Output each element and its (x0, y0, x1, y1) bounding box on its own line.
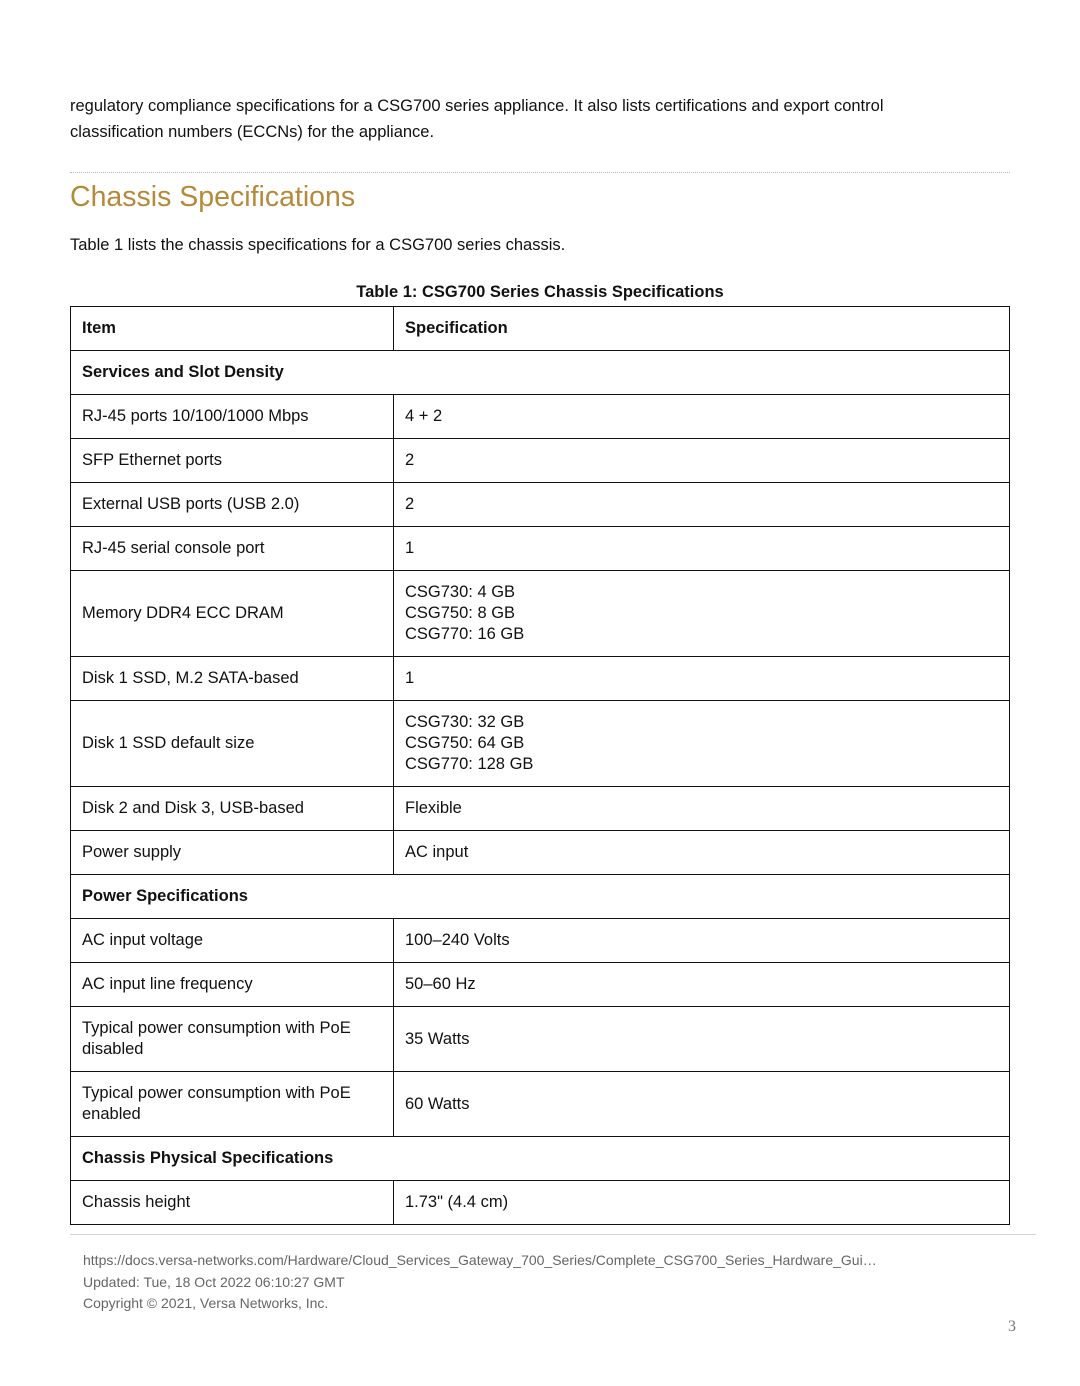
row-item: Typical power consumption with PoE disabled (71, 1007, 394, 1072)
row-spec: 1 (394, 527, 1010, 571)
row-spec: 50–60 Hz (394, 963, 1010, 1007)
spec-line: CSG770: 16 GB (405, 625, 525, 643)
row-item: RJ-45 serial console port (71, 527, 394, 571)
footer-url: https://docs.versa-networks.com/Hardware/Cloud_Services_Gateway_700_Series/Complete_CSG700_Series_Hardware_Gui… (83, 1252, 877, 1268)
footer-updated: Updated: Tue, 18 Oct 2022 06:10:27 GMT (83, 1273, 345, 1290)
group-row (71, 875, 1010, 919)
row-spec: 2 (394, 439, 1010, 483)
intro-paragraph (70, 93, 1010, 145)
table-row (71, 1007, 1010, 1072)
row-item: Chassis height (71, 1181, 394, 1225)
row-spec: 4 + 2 (394, 395, 1010, 439)
group-chassis-physical-specifications: Chassis Physical Specifications (71, 1137, 1010, 1181)
row-spec: 1.73" (4.4 cm) (394, 1181, 1010, 1225)
table-row (71, 483, 1010, 527)
table-row (71, 439, 1010, 483)
row-item: SFP Ethernet ports (71, 439, 394, 483)
table-row (71, 395, 1010, 439)
table-row (71, 527, 1010, 571)
row-spec: 100–240 Volts (394, 919, 1010, 963)
intro-line-1: regulatory compliance specifications for a CSG700 series appliance. It also lists certifications and export control (70, 97, 884, 115)
table-header-row (71, 307, 1010, 351)
row-item: AC input voltage (71, 919, 394, 963)
table-row (71, 1072, 1010, 1137)
row-spec: 35 Watts (394, 1007, 1010, 1072)
group-power-specifications: Power Specifications (71, 875, 1010, 919)
row-item: Memory DDR4 ECC DRAM (71, 571, 394, 657)
spec-line: CSG730: 4 GB (405, 583, 516, 601)
chassis-spec-table (70, 306, 1010, 1225)
header-specification: Specification (394, 307, 1010, 351)
table-row (71, 831, 1010, 875)
section-heading: Chassis Specifications (70, 181, 356, 213)
table-row (71, 1181, 1010, 1225)
section-lead: Table 1 lists the chassis specifications for a CSG700 series chassis. (70, 236, 566, 254)
table-row (71, 657, 1010, 701)
table-row (71, 701, 1010, 787)
table-row (71, 919, 1010, 963)
group-row (71, 1137, 1010, 1181)
page-footer (83, 1250, 877, 1315)
row-item: Disk 2 and Disk 3, USB-based (71, 787, 394, 831)
group-row (71, 351, 1010, 395)
spec-line: CSG730: 32 GB (405, 713, 525, 731)
spec-line: CSG750: 8 GB (405, 604, 516, 622)
footer-divider (70, 1234, 1036, 1235)
row-spec-multiline (394, 571, 1010, 657)
row-item: Typical power consumption with PoE enabled (71, 1072, 394, 1137)
table-row (71, 571, 1010, 657)
group-services-slot-density: Services and Slot Density (71, 351, 1010, 395)
footer-copyright: Copyright © 2021, Versa Networks, Inc. (83, 1295, 329, 1311)
table-row (71, 787, 1010, 831)
table-row (71, 963, 1010, 1007)
row-item: RJ-45 ports 10/100/1000 Mbps (71, 395, 394, 439)
row-spec: Flexible (394, 787, 1010, 831)
row-spec: AC input (394, 831, 1010, 875)
row-spec: 1 (394, 657, 1010, 701)
row-item: AC input line frequency (71, 963, 394, 1007)
row-item: Disk 1 SSD default size (71, 701, 394, 787)
intro-line-2: classification numbers (ECCNs) for the appliance. (70, 123, 435, 141)
row-item: External USB ports (USB 2.0) (71, 483, 394, 527)
page-number: 3 (1008, 1318, 1016, 1335)
table-caption: Table 1: CSG700 Series Chassis Specifications (356, 283, 724, 301)
row-item: Disk 1 SSD, M.2 SATA-based (71, 657, 394, 701)
row-spec: 60 Watts (394, 1072, 1010, 1137)
spec-line: CSG770: 128 GB (405, 755, 534, 773)
spec-line: CSG750: 64 GB (405, 734, 525, 752)
row-item: Power supply (71, 831, 394, 875)
section-divider (70, 172, 1010, 173)
row-spec: 2 (394, 483, 1010, 527)
header-item: Item (71, 307, 394, 351)
row-spec-multiline (394, 701, 1010, 787)
